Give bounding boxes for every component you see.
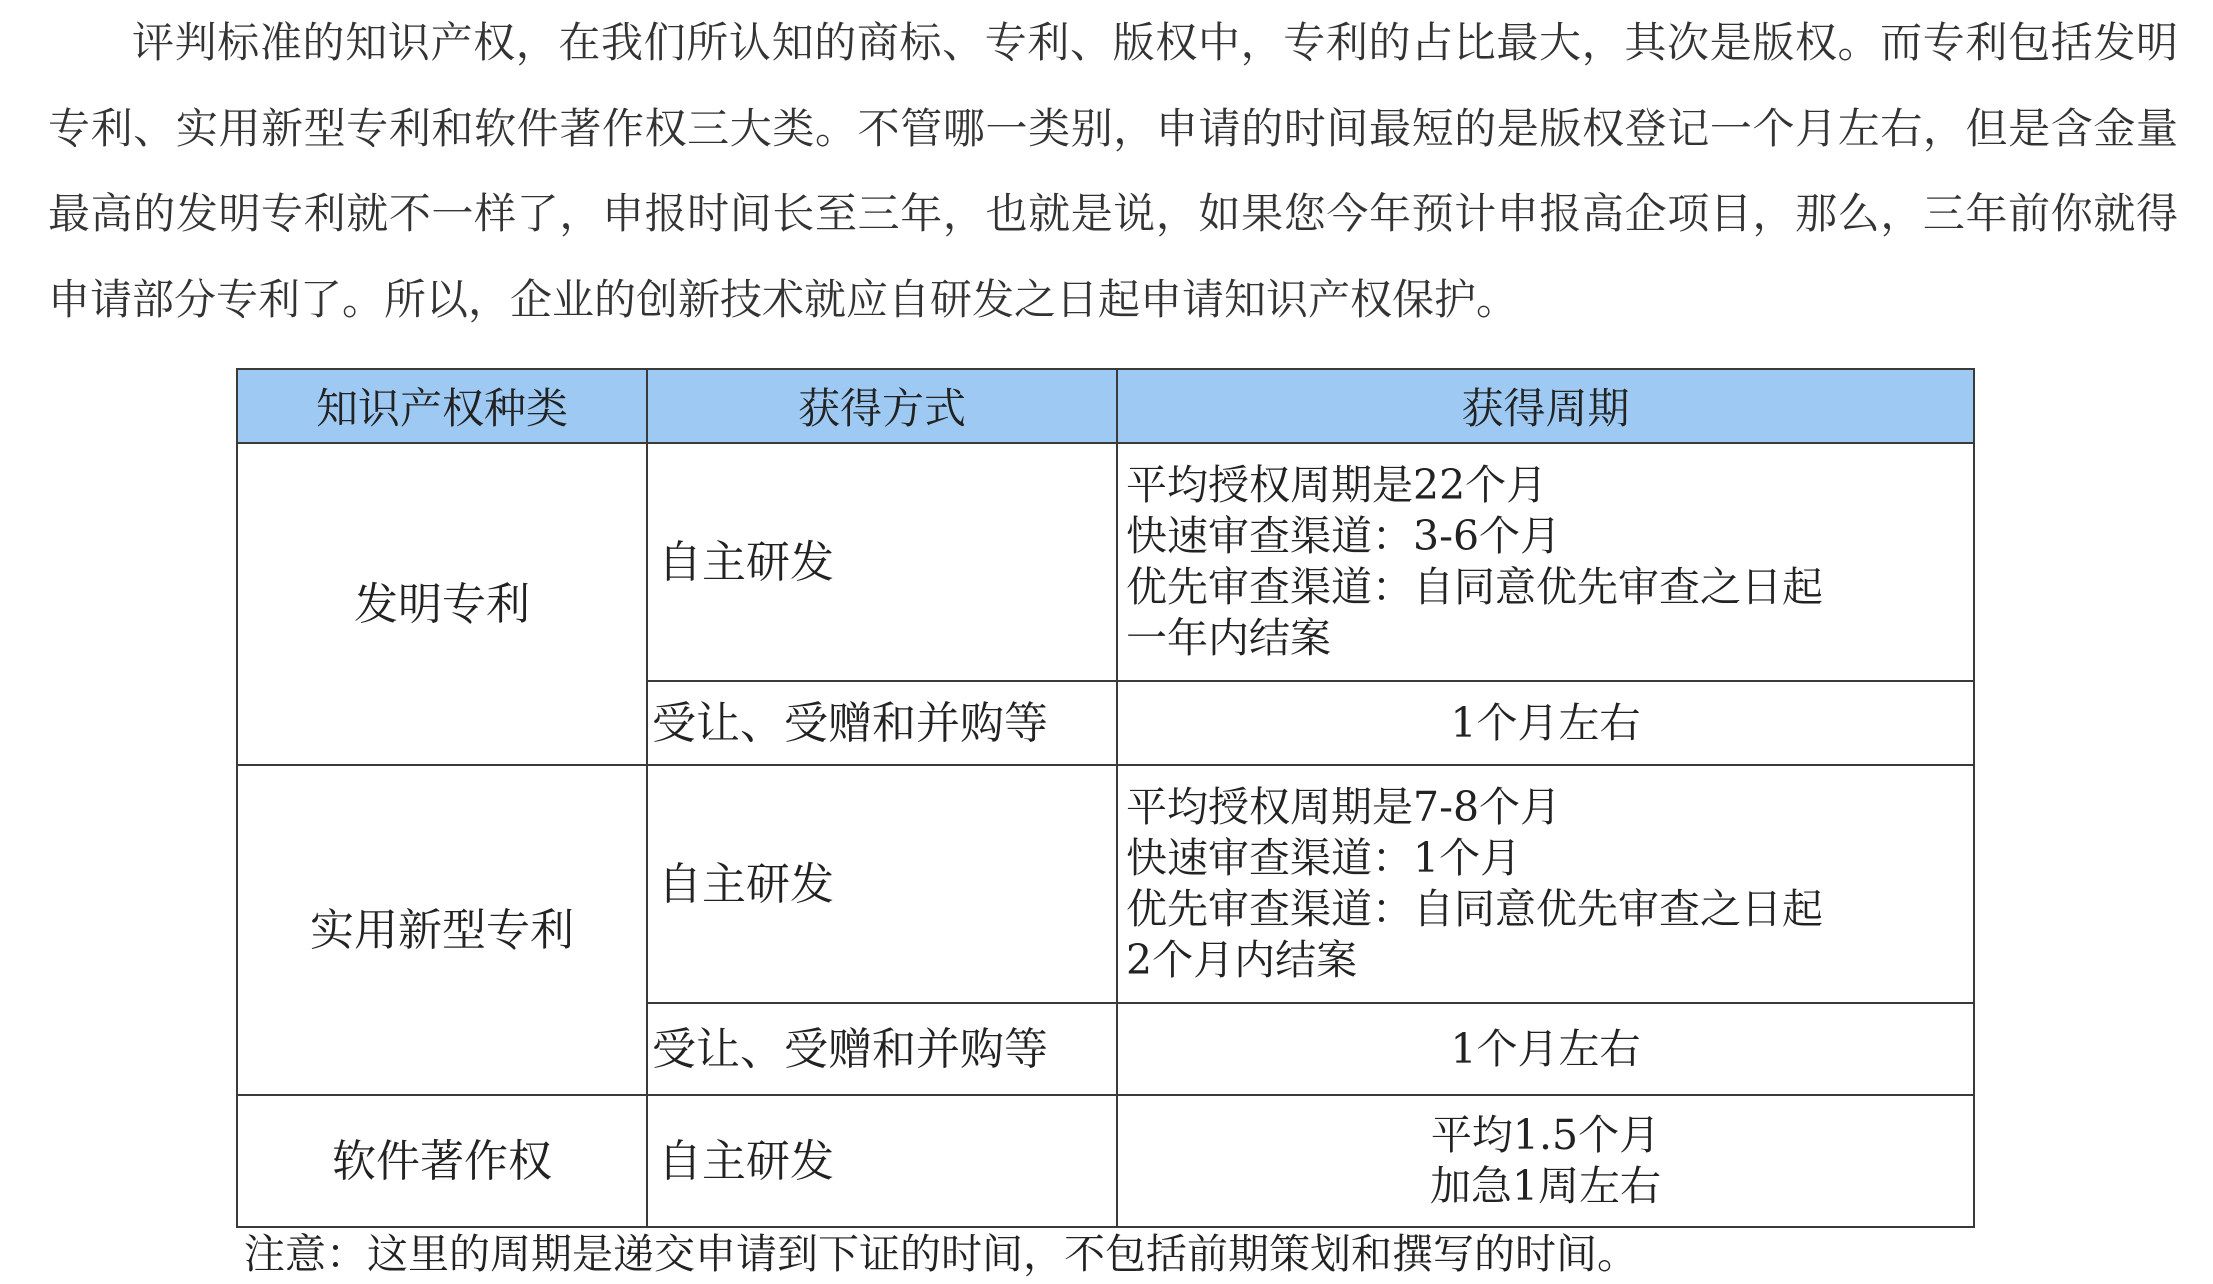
period-cell: 1个月左右: [1117, 681, 1974, 765]
ip-type-cell: 实用新型专利: [237, 765, 647, 1095]
period-line: 2个月内结案: [1126, 936, 1358, 984]
header-period: 获得周期: [1117, 369, 1974, 443]
header-ip-type: 知识产权种类: [237, 369, 647, 443]
ip-acquisition-table: [236, 368, 1975, 1228]
ip-type-cell: 软件著作权: [237, 1095, 647, 1227]
table-footnote: 注意：这里的周期是递交申请到下证的时间，不包括前期策划和撰写的时间。: [244, 1230, 1638, 1278]
period-line: 加急1周左右: [1429, 1162, 1662, 1210]
method-cell: 受让、受赠和并购等: [647, 681, 1117, 765]
period-cell: [1117, 765, 1974, 1003]
method-cell: 自主研发: [647, 443, 1117, 681]
method-cell: 受让、受赠和并购等: [647, 1003, 1117, 1095]
period-line: 平均授权周期是22个月: [1126, 461, 1548, 509]
header-method: 获得方式: [647, 369, 1117, 443]
method-cell: 自主研发: [647, 1095, 1117, 1227]
intro-paragraph: 评判标准的知识产权，在我们所认知的商标、专利、版权中，专利的占比最大，其次是版权。而专利包括发明专利、实用新型专利和软件著作权三大类。不管哪一类别，申请的时间最短的是版权登记一个月左右，但是含金量最高的发明专利就不一样了，申报时间长至三年，也就是说，如果您今年预计申报高企项目，那么，三年前你就得申请部分专利了。所以，企业的创新技术就应自研发之日起申请知识产权保护。: [48, 18, 2178, 324]
table-header-row: [237, 369, 1974, 443]
period-cell: [1117, 443, 1974, 681]
ip-type-cell: 发明专利: [237, 443, 647, 765]
period-line: 优先审查渠道：自同意优先审查之日起: [1126, 563, 1823, 611]
period-line: 一年内结案: [1126, 614, 1331, 662]
table-row: [237, 1095, 1974, 1227]
table-row: [237, 443, 1974, 681]
period-line: 快速审查渠道：1个月: [1126, 834, 1522, 882]
period-line: 平均1.5个月: [1430, 1111, 1661, 1159]
table-row: [237, 765, 1974, 1003]
ip-table-container: [236, 368, 1975, 1228]
period-line: 平均授权周期是7-8个月: [1126, 783, 1562, 831]
period-line: 快速审查渠道：3-6个月: [1126, 512, 1562, 560]
period-cell: [1117, 1095, 1974, 1227]
period-cell: 1个月左右: [1117, 1003, 1974, 1095]
method-cell: 自主研发: [647, 765, 1117, 1003]
period-line: 优先审查渠道：自同意优先审查之日起: [1126, 885, 1823, 933]
